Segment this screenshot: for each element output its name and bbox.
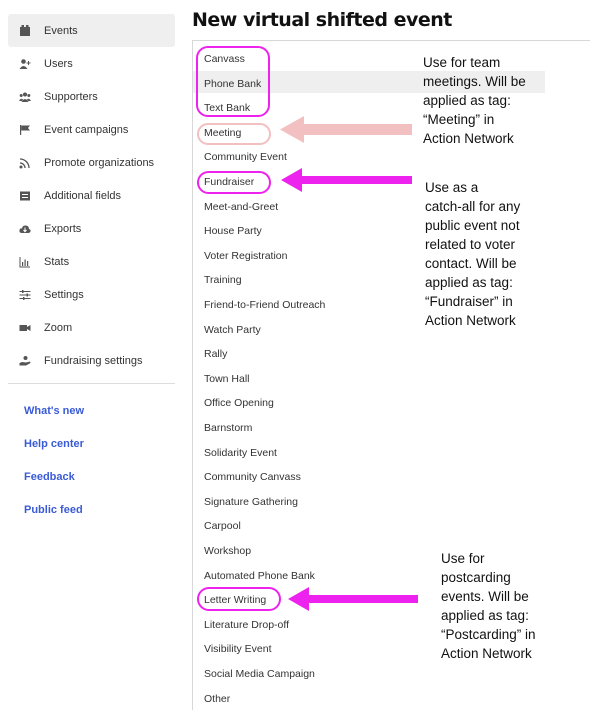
event-type-option[interactable]: Letter Writing [204,594,267,607]
sidebar-item-label: Settings [44,288,84,301]
sidebar-item-event-campaigns[interactable] [8,113,175,146]
event-type-option[interactable]: Meeting [204,126,242,139]
event-type-option[interactable]: Solidarity Event [204,446,277,459]
event-type-option[interactable]: Community Event [204,151,287,164]
event-type-option[interactable]: Signature Gathering [204,495,298,508]
event-type-option[interactable]: House Party [204,225,262,238]
sidebar-item-label: Zoom [44,321,73,334]
list-box-icon [18,189,32,203]
sliders-icon [18,288,32,302]
annotation-note-letter-writing: Use for postcarding events. Will be applied as tag: “Postcarding” in Action Network [441,551,536,661]
sidebar-item-stats[interactable] [8,245,175,278]
sidebar-item-promote-organizations[interactable] [8,146,175,179]
help-center-link[interactable]: Help center [24,437,84,450]
sidebar-item-label: Exports [44,222,82,235]
event-type-option[interactable]: Visibility Event [204,643,272,656]
event-type-option[interactable]: Phone Bank [204,77,262,90]
annotation-circle-fundraiser [197,171,271,194]
annotation-circle-letter-writing [197,587,281,611]
feedback-link[interactable]: Feedback [24,470,75,483]
sidebar-item-label: Events [44,24,78,37]
sidebar-item-label: Additional fields [44,189,122,202]
user-plus-icon [18,57,32,71]
event-type-option[interactable]: Workshop [204,545,252,557]
sidebar-item-events[interactable] [8,14,175,47]
event-type-option[interactable]: Text Bank [204,102,251,115]
flag-icon [18,123,32,137]
sidebar-item-fundraising-settings[interactable] [8,344,175,377]
sidebar-item-label: Supporters [44,90,98,103]
event-type-option[interactable]: Meet-and-Greet [204,200,279,213]
event-type-option[interactable]: Friend-to-Friend Outreach [204,299,326,311]
event-type-option[interactable]: Rally [204,348,228,361]
event-type-option[interactable]: Canvass [204,53,245,65]
sidebar-item-label: Stats [44,255,70,268]
sidebar-item-supporters[interactable] [8,80,175,113]
event-type-option[interactable]: Voter Registration [204,249,288,262]
sidebar-item-label: Promote organizations [44,156,155,169]
event-type-option[interactable]: Town Hall [204,372,250,385]
annotation-circle-meeting [197,123,271,145]
event-type-option[interactable]: Fundraiser [204,176,255,188]
hand-coin-icon [18,354,32,368]
annotation-circle-call-types [196,46,270,117]
event-type-option[interactable]: Automated Phone Bank [204,569,315,582]
sidebar-item-exports[interactable] [8,212,175,245]
event-type-option[interactable]: Barnstorm [204,422,253,434]
cloud-download-icon [18,222,32,236]
event-type-option[interactable]: Training [204,274,242,287]
calendar-icon [18,24,32,38]
sidebar-item-label: Users [44,57,73,70]
sidebar-item-users[interactable] [8,47,175,80]
video-camera-icon [18,321,32,335]
event-type-option[interactable]: Watch Party [204,323,261,336]
event-type-option[interactable]: Community Canvass [204,471,301,484]
group-icon [18,90,32,104]
sidebar-item-zoom[interactable] [8,311,175,344]
sidebar-item-additional-fields[interactable] [8,179,175,212]
broadcast-icon [18,156,32,170]
annotation-note-meeting: Use for team meetings. Will be applied as tag: “Meeting” in Action Network [423,55,526,146]
sidebar-item-label: Event campaigns [44,123,129,136]
page-title: New virtual shifted event [192,9,452,31]
bar-chart-icon [18,255,32,269]
sidebar [8,14,175,526]
sidebar-divider [8,383,175,384]
annotation-note-fundraiser: Use as a catch-all for any public event not related to voter contact. Will be applied as tag: “Fundraiser” in Action Network [425,180,521,328]
event-type-option[interactable]: Carpool [204,520,241,533]
public-feed-link[interactable]: Public feed [24,503,83,516]
event-type-option[interactable]: Social Media Campaign [204,668,315,680]
whats-new-link[interactable]: What's new [24,404,85,417]
event-type-option[interactable]: Literature Drop-off [204,618,290,631]
event-type-option[interactable]: Other [204,692,231,705]
sidebar-item-label: Fundraising settings [44,354,143,367]
event-type-option[interactable]: Office Opening [204,397,274,410]
sidebar-item-settings[interactable] [8,278,175,311]
